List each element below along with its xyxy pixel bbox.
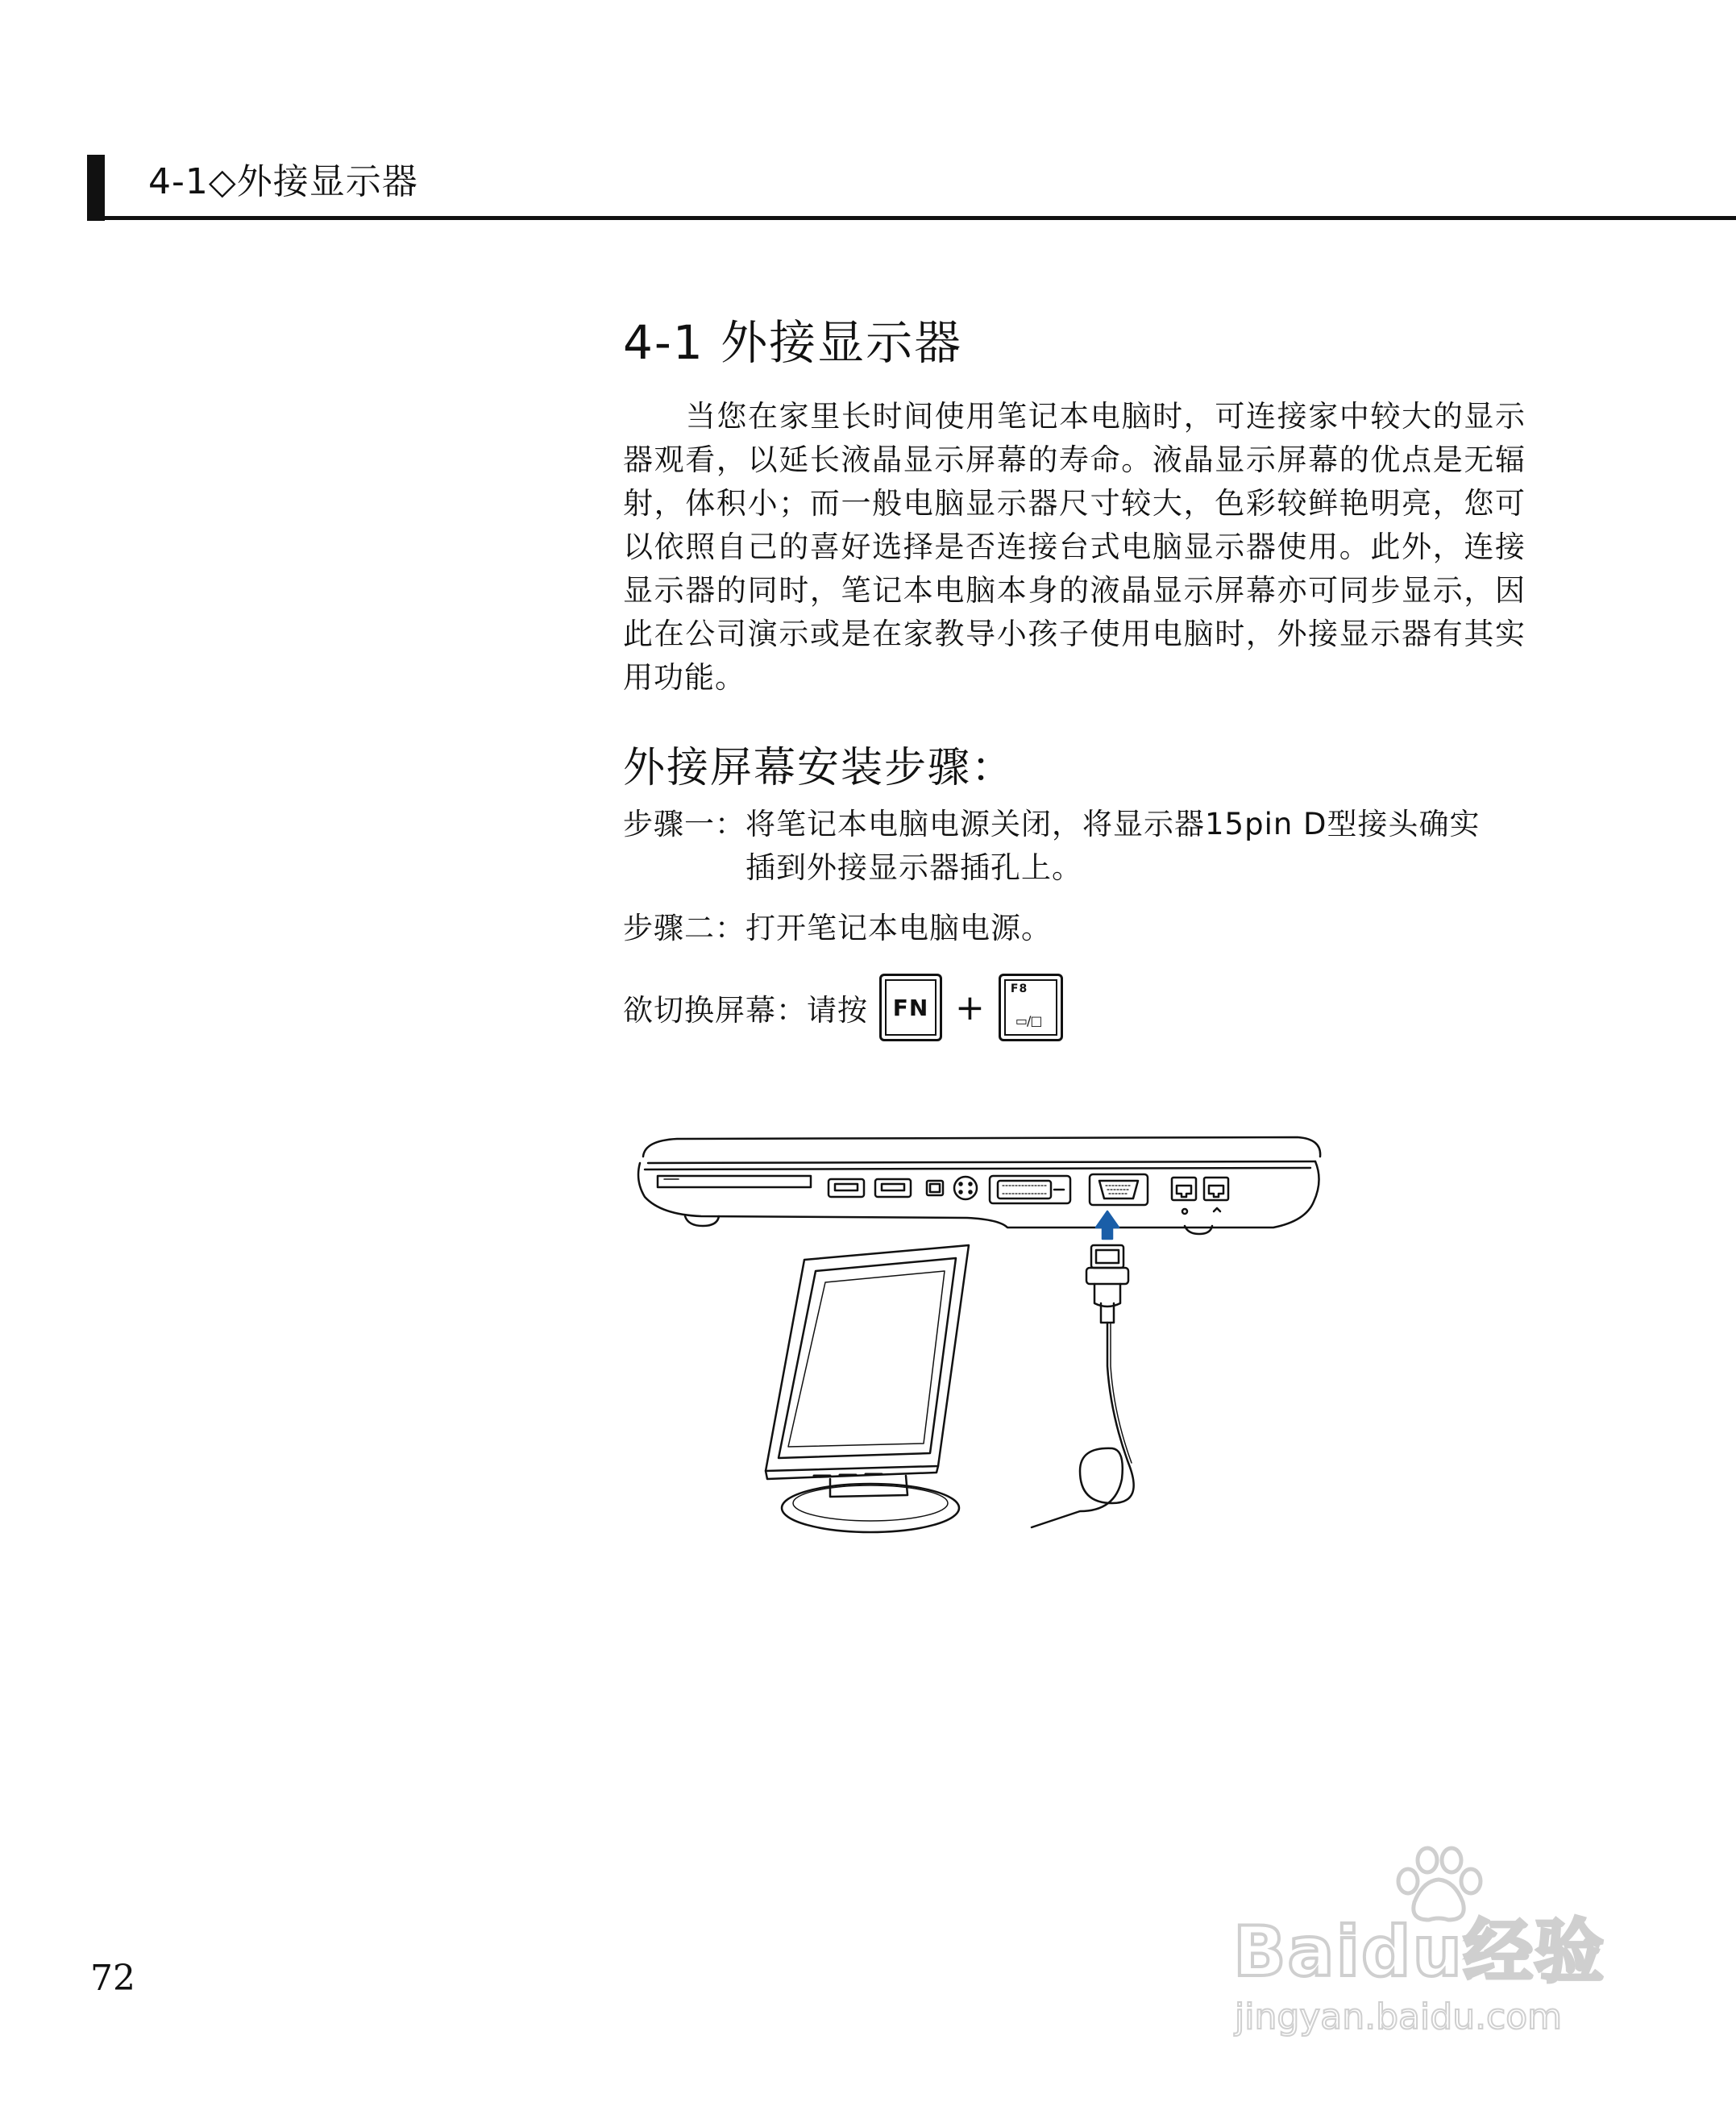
laptop-monitor-connection-illustration <box>629 1124 1338 1560</box>
laptop-icon <box>638 1137 1320 1234</box>
watermark-url-text: jingyan.baidu.com <box>1235 1996 1563 2038</box>
f8-key-icon <box>999 974 1063 1041</box>
step-two-label: 步骤二： <box>623 911 745 945</box>
baidu-jingyan-watermark <box>1233 1846 1652 2039</box>
running-header-title: 4-1◇外接显示器 <box>148 161 418 202</box>
body-paragraph: 当您在家里长时间使用笔记本电脑时，可连接家中较大的显示器观看，以延长液晶显示屏幕的寿命。液晶显示屏幕的优点是无辐射，体积小；而一般电脑显示器尺寸较大，色彩较鲜艳明亮，您可以依照自己的喜好选择是否连接台式电脑显示器使用。此外，连接显示器的同时，笔记本电脑本身的液晶显示屏幕亦可同步显示，因此在公司演示或是在家教导小孩子使用电脑时，外接显示器有其实用功能。 <box>623 399 1526 695</box>
fn-key-icon <box>879 974 942 1041</box>
header-rule <box>87 216 1736 220</box>
f8-key-label: F8 <box>1010 982 1028 995</box>
step-two <box>623 907 1503 950</box>
watermark-main-text: Baidu经验 <box>1233 1912 1605 1992</box>
section-title: 4-1 外接显示器 <box>623 315 963 370</box>
vga-cable-icon <box>1032 1245 1134 1527</box>
step-one-label: 步骤一： <box>623 807 745 841</box>
monitor-icon <box>766 1245 969 1532</box>
switch-screen-row <box>623 971 1063 1044</box>
install-steps-title: 外接屏幕安装步骤： <box>623 744 1015 792</box>
insert-arrow-icon <box>1096 1211 1119 1239</box>
step-one-text: 将笔记本电脑电源关闭，将显示器15pin D型接头确实插到外接显示器插孔上。 <box>745 807 1481 885</box>
fn-key-label: FN <box>892 994 929 1021</box>
header-bar <box>87 155 105 221</box>
page-number: 72 <box>90 1958 135 1999</box>
switch-screen-label: 欲切换屏幕：请按 <box>623 993 868 1028</box>
plus-sign: + <box>955 987 986 1028</box>
display-toggle-icon: ▭/□ <box>1015 1013 1042 1028</box>
step-one <box>623 803 1503 890</box>
step-two-text: 打开笔记本电脑电源。 <box>745 911 1052 945</box>
